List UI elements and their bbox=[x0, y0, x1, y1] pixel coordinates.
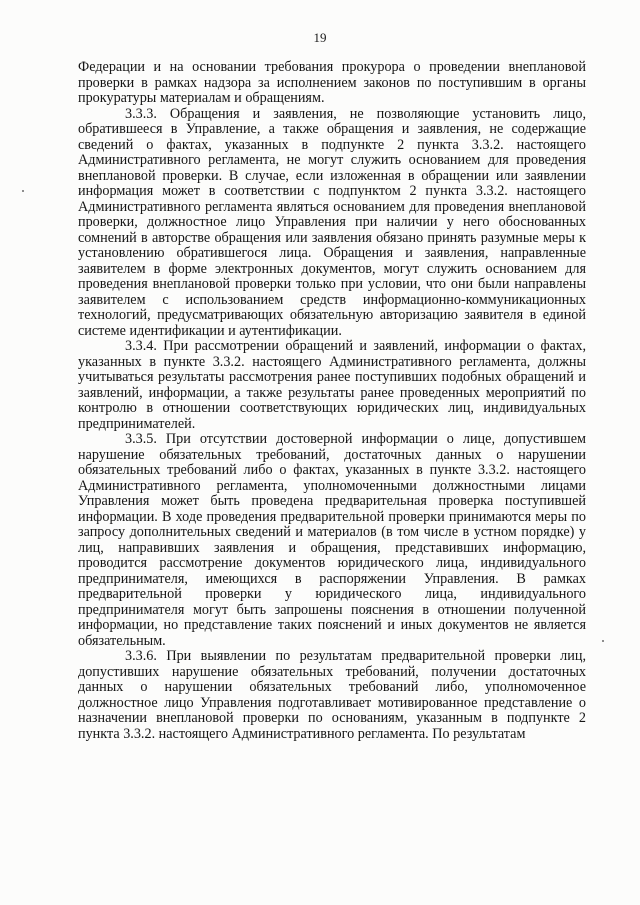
paragraph-3-3-4: 3.3.4. При рассмотрении обращений и заявлений, информации о фактах, указанных в пункте 3.3.2. настоящего Административного регламента, должны учитываться результаты рассмотрения ранее поступивших подобных обращений и заявлений, информации, а также результаты ранее проведенных мероприятий по контролю в отношении соответствующих юридических лиц, индивидуальных предпринимателей. bbox=[78, 338, 586, 432]
document-body bbox=[78, 60, 586, 742]
page-number: 19 bbox=[313, 30, 327, 45]
paragraph-3-3-5: 3.3.5. При отсутствии достоверной информации о лице, допустившем нарушение обязательных требований, достаточных данных о нарушении обязательных требований либо о фактах, указанных в пункте 3.3.2. настоящего Административного регламента, уполномоченными должностными лицами Управления может быть проведена предварительная проверка поступившей информации. В ходе проведения предварительной проверки принимаются меры по запросу дополнительных сведений и материалов (в том числе в устном порядке) у лиц, направивших заявления и обращения, представивших информацию, проводится рассмотрение документов юридического лица, индивидуального предпринимателя, имеющихся в распоряжении Управления. В рамках предварительной проверки у юридического лица, индивидуального предпринимателя могут быть запрошены пояснения в отношении полученной информации, но представление таких пояснений и иных документов не является обязательным. bbox=[78, 431, 586, 649]
paragraph-3-3-6: 3.3.6. При выявлении по результатам предварительной проверки лиц, допустивших нарушение обязательных требований, получении достаточных данных о нарушении обязательных требований либо, уполномоченное должностное лицо Управления подготавливает мотивированное представление о назначении внеплановой проверки по основаниям, указанным в подпункте 2 пункта 3.3.2. настоящего Административного регламента. По результатам bbox=[78, 648, 586, 742]
scan-dot bbox=[22, 190, 24, 192]
scan-dot bbox=[602, 640, 604, 642]
paragraph-3-3-3: 3.3.3. Обращения и заявления, не позволяющие установить лицо, обратившееся в Управление, а также обращения и заявления, не содержащие сведений о фактах, указанных в подпункте 2 пункта 3.3.2. настоящего Административного регламента, не могут служить основанием для проведения внеплановой проверки. В случае, если изложенная в обращении или заявлении информация может в соответствии с подпунктом 2 пункта 3.3.2. настоящего Административного регламента являться основанием для проведения внеплановой проверки, должностное лицо Управления при наличии у него обоснованных сомнений в авторстве обращения или заявления обязано принять разумные меры к установлению обратившегося лица. Обращения и заявления, направленные заявителем в форме электронных документов, могут служить основанием для проведения внеплановой проверки только при условии, что они были направлены заявителем с использованием средств информационно-коммуникационных технологий, предусматривающих обязательную авторизацию заявителя в единой системе идентификации и аутентификации. bbox=[78, 105, 586, 339]
paragraph-continuation: Федерации и на основании требования прокурора о проведении внеплановой проверки в рамках надзора за исполнением законов по поступившим в органы прокуратуры материалам и обращениям. bbox=[78, 59, 586, 106]
